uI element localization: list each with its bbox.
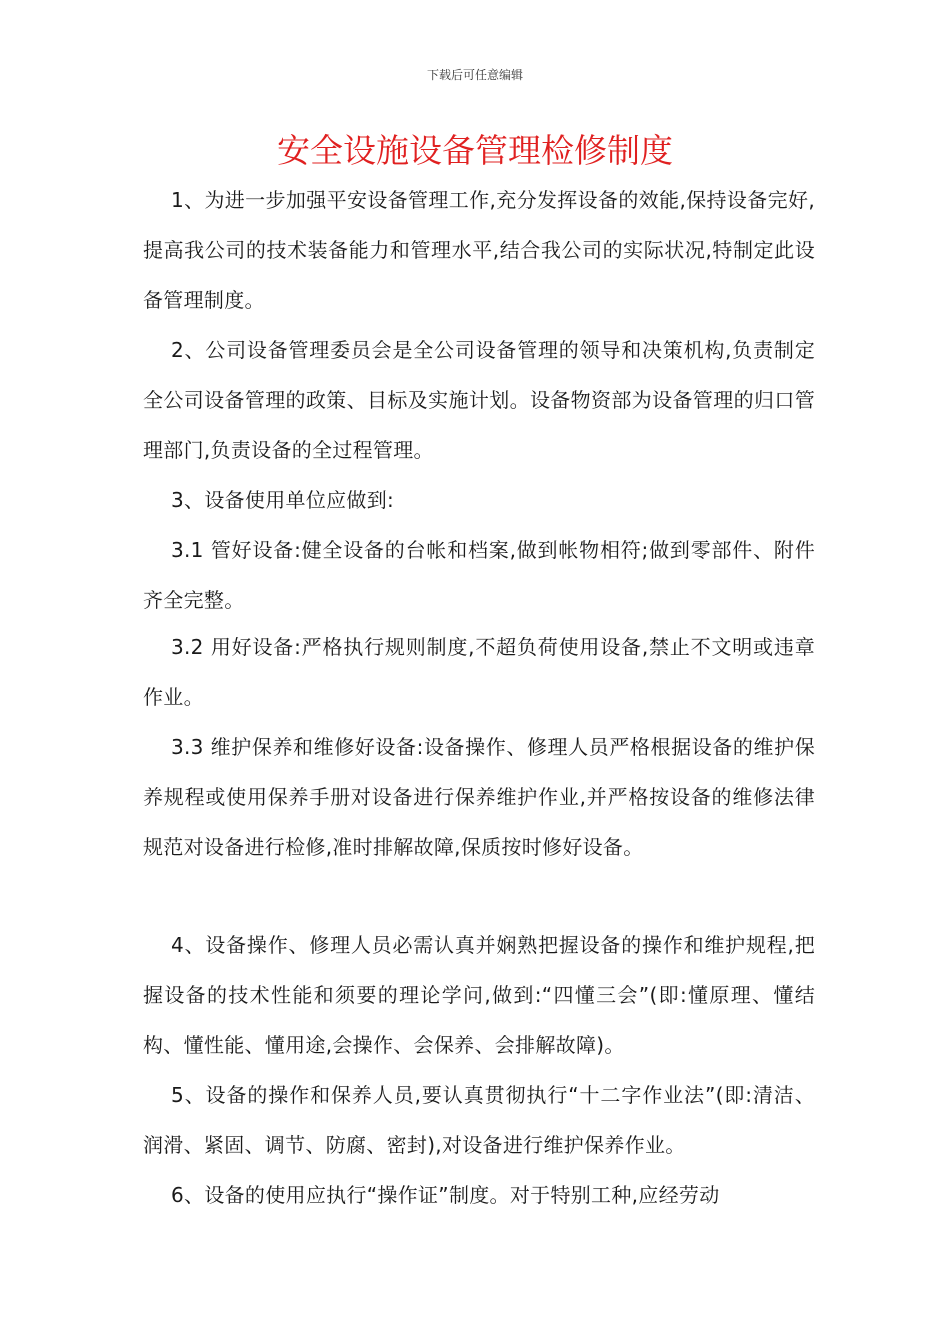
paragraph-3-2: 3.2 用好设备:严格执行规则制度,不超负荷使用设备,禁止不文明或违章作业。 <box>143 635 815 709</box>
paragraph-5: 5、设备的操作和保养人员,要认真贯彻执行“十二字作业法”(即:清洁、润滑、紧固、调节、防腐、密封),对设备进行维护保养作业。 <box>143 1083 815 1157</box>
paragraph-4: 4、设备操作、修理人员必需认真并娴熟把握设备的操作和维护规程,把握设备的技术性能和须要的理论学问,做到:“四懂三会”(即:懂原理、懂结构、懂性能、懂用途,会操作、会保养、会排解故障)。 <box>143 933 815 1057</box>
paragraph-2: 2、公司设备管理委员会是全公司设备管理的领导和决策机构,负责制定全公司设备管理的政策、目标及实施计划。设备物资部为设备管理的归口管理部门,负责设备的全过程管理。 <box>143 338 815 462</box>
paragraph-1: 1、为进一步加强平安设备管理工作,充分发挥设备的效能,保持设备完好,提高我公司的技术装备能力和管理水平,结合我公司的实际状况,特制定此设备管理制度。 <box>143 188 815 312</box>
document-title: 安全设施设备管理检修制度 <box>277 131 673 170</box>
paragraph-6: 6、设备的使用应执行“操作证”制度。对于特别工种,应经劳动 <box>171 1183 720 1207</box>
paragraph-3-3: 3.3 维护保养和维修好设备:设备操作、修理人员严格根据设备的维护保养规程或使用保养手册对设备进行保养维护作业,并严格按设备的维修法律规范对设备进行检修,准时排解故障,保质按时修好设备。 <box>143 735 815 859</box>
download-note: 下载后可任意编辑 <box>426 68 523 82</box>
paragraph-3: 3、设备使用单位应做到: <box>171 488 395 512</box>
paragraph-3-1: 3.1 管好设备:健全设备的台帐和档案,做到帐物相符;做到零部件、附件齐全完整。 <box>143 538 815 612</box>
